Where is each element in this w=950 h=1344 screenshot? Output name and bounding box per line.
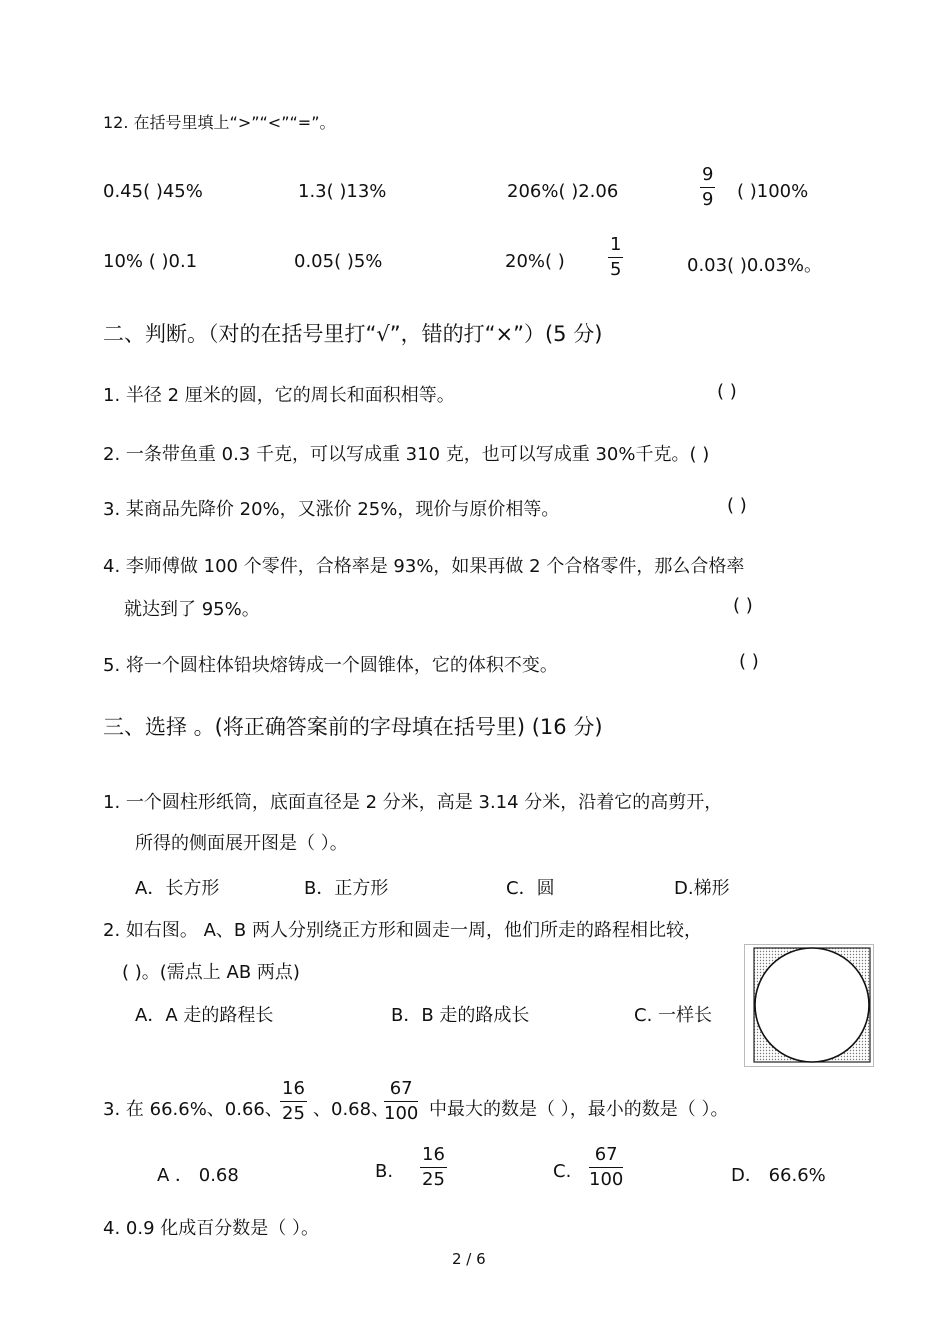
choice-q2-line2: ( )。(需点上 AB 两点) [122,962,300,983]
fraction-numerator: 16 [422,1144,445,1165]
choice-q1-option-c: C．圆 [506,878,555,899]
choice-q2-line1: 2. 如右图。 A、B 两人分别绕正方形和圆走一周，他们所走的路程相比较， [103,920,702,941]
fraction-denominator: 100 [384,1103,419,1124]
choice-q3-option-b-fraction [420,1146,447,1189]
fraction-denominator: 25 [282,1103,305,1124]
choice-q3-fraction-1 [280,1080,307,1123]
q12-row2-item-b: 0.05( )5% [294,251,383,272]
choice-q1-option-a: A．长方形 [135,878,220,899]
choice-q1-option-b: B．正方形 [304,878,389,899]
choice-q3-middle: 、0.68、 [313,1099,390,1120]
judge-item-1-answer-paren: ( ) [717,381,737,402]
judge-item-4-line1: 4. 李师傅做 100 个零件，合格率是 93%，如果再做 2 个合格零件，那么合格率 [103,556,745,577]
fraction-numerator: 67 [594,1144,618,1165]
fraction-denominator: 5 [610,259,622,280]
choice-q1-option-d: D.梯形 [674,878,730,899]
fraction-denominator: 25 [422,1169,445,1190]
choice-q3-option-b-label: B. [375,1161,394,1182]
choice-q4: 4. 0.9 化成百分数是（ ）。 [103,1218,319,1239]
choice-q2-option-b: B．B 走的路成长 [391,1005,530,1026]
q12-row1-item-d: ( )100% [737,181,809,202]
circle-shape [755,948,869,1062]
fraction-numerator: 16 [282,1078,305,1099]
section-judge-heading: 二、判断。（对的在括号里打“√”，错的打“×”）(5 分) [103,322,603,346]
fraction-numerator: 1 [610,234,622,255]
choice-q3-prefix: 3. 在 66.6%、0.66、 [103,1099,283,1120]
q12-row1-item-a: 0.45( )45% [103,181,203,202]
judge-item-3-answer-paren: ( ) [727,495,747,516]
judge-item-5: 5. 将一个圆柱体铅块熔铸成一个圆锥体，它的体积不变。 [103,655,558,676]
choice-q3-fraction-2 [384,1080,418,1123]
q12-row2-item-c: 20%( ) [505,251,565,272]
q12-row1-item-b: 1.3( )13% [298,181,387,202]
judge-item-2: 2. 一条带鱼重 0.3 千克，可以写成重 310 克，也可以写成重 30%千克。( ) [103,444,710,465]
judge-item-4-line2: 就达到了 95%。 [124,599,260,620]
q12-row1-item-c: 206%( )2.06 [507,181,619,202]
choice-q3-suffix: 中最大的数是（ ），最小的数是（ ）。 [429,1099,729,1120]
q12-row2-item-d: 0.03( )0.03%。 [687,255,823,276]
q12-row2-fraction [608,236,623,279]
q12-row2-item-a: 10% ( )0.1 [103,251,198,272]
fraction-denominator: 100 [589,1169,624,1190]
fraction-numerator: 67 [389,1078,413,1099]
fraction-denominator: 9 [702,189,714,210]
choice-q3-option-c-label: C. [553,1161,572,1182]
judge-item-5-answer-paren: ( ) [739,651,759,672]
fraction-numerator: 9 [702,164,714,185]
choice-q3-option-c-fraction [589,1146,623,1189]
q12-row1-fraction [700,166,715,209]
judge-item-1: 1. 半径 2 厘米的圆，它的周长和面积相等。 [103,385,455,406]
choice-q3-option-d: D． 66.6% [731,1165,826,1186]
page-number: 2 / 6 [452,1250,486,1268]
choice-q1-line2: 所得的侧面展开图是（ ）。 [135,833,348,854]
choice-q3-option-a: A ． 0.68 [157,1165,239,1186]
square-circle-figure [744,944,874,1067]
judge-item-4-answer-paren: ( ) [733,595,753,616]
judge-item-3: 3. 某商品先降价 20%，又涨价 25%，现价与原价相等。 [103,499,560,520]
section-choice-heading: 三、选择 。(将正确答案前的字母填在括号里) (16 分) [103,715,603,739]
choice-q1-line1: 1. 一个圆柱形纸筒，底面直径是 2 分米，高是 3.14 分米，沿着它的高剪开， [103,792,723,813]
choice-q2-option-c: C. 一样长 [634,1005,713,1026]
choice-q2-option-a: A．A 走的路程长 [135,1005,274,1026]
q12-title: 12. 在括号里填上“>”“<”“=”。 [103,113,336,132]
